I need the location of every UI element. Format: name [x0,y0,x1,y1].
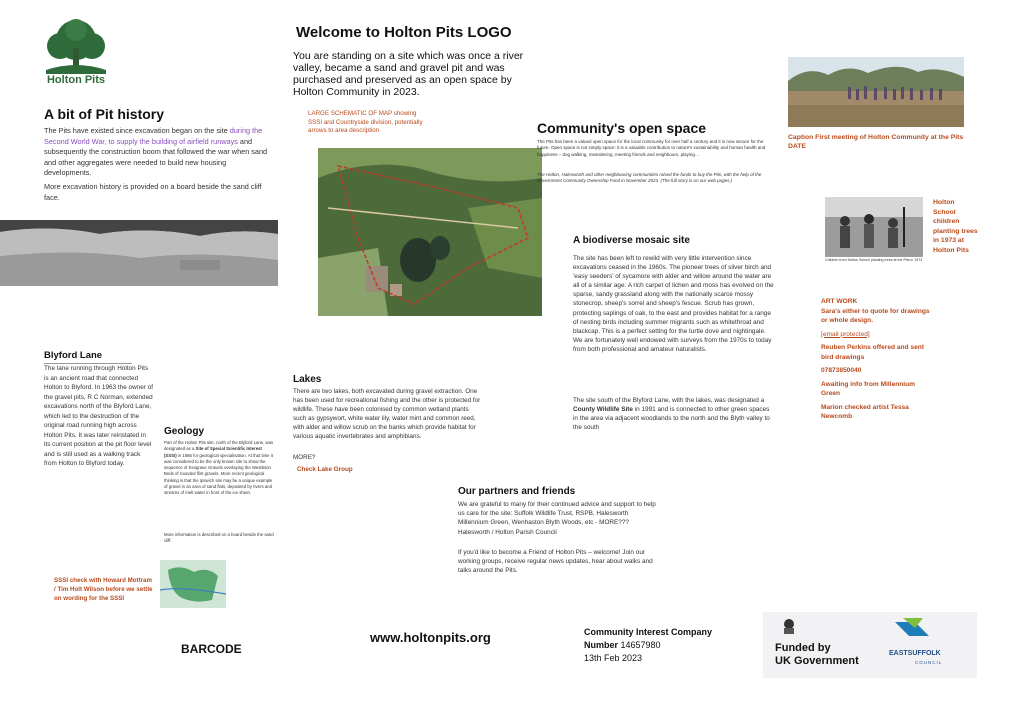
website-link[interactable]: www.holtonpits.org [370,630,491,645]
east-suffolk-logo-icon [895,618,929,644]
blyford-text: The lane running through Holton Pits is an ancient road that connected Holton to Blyford. In 1963 the owner of the gravel pits, R C Norman, extended excavations north of the Blyford Lane, which led to the destruction of the original road running high across Holton Pits. It was later reinstated in its current position at the pit floor level and is still used as a walking track from Holton to Blyford today. [44,365,154,467]
east-suffolk-text: EASTSUFFOLK [889,650,941,657]
art-email-link[interactable]: [email protected] [821,330,870,338]
tree-icon [36,18,116,78]
barcode-placeholder: BARCODE [181,642,242,656]
funded-by-text: Funded by [775,642,831,654]
holton-pits-logo [36,18,116,92]
aerial-map [318,148,542,316]
partners-text: We are grateful to many for their continued advice and support to help us care for the site: Suffolk Wildlife Trust, RSPB, Halesworth Millennium Green, Wenhaston Blyth Woods, etc - MORE??? Halesworth / Holton Parish Council [458,501,656,536]
lakes-more: MORE? [293,454,316,461]
biodiverse-heading: A biodiverse mosaic site [573,235,690,246]
children-planting-photo [825,197,923,257]
intro-text: You are standing on a site which was once a river valley, became a sand and gravel pit and was purchased and preserved as an open space by Holton Community in 2023. [293,50,524,98]
community-text-1: The Pits has been a valued open space for the local community for over half a century and it is now secure for the future. Open space is not simply space: it is a valuable contribution to nature's sustainability and human health and happiness – dog walking, meandering, meeting friends and neighbours, playing… [537,139,766,157]
first-meeting-photo [788,57,964,127]
sssi-map [160,560,226,608]
uk-government-text: UK Government [775,655,859,667]
children-photo-tiny-caption: Children from Holton School planting trees at the Pits in 1973 [825,258,923,262]
lakes-text: There are two lakes, both excavated during gravel extraction. One has been used for recreational fishing and the other is protected for wildlife. These have been colonised by common wetland plants such as gypsywort, white water lily, water mint and common reed, with alder and willow scrub on the banks which provide habitat for various aquatic invertebrates and amphibians. [293,388,481,440]
sand-cliff-photo [0,220,278,286]
partners-heading: Our partners and friends [458,486,576,497]
lakes-check: Check Lake Group [297,466,353,473]
cic-info: Community Interest Company Number 14657980 13th Feb 2023 [584,627,713,663]
page-title: Welcome to Holton Pits LOGO [296,24,512,41]
geology-more-text: More information is described on a board beside the sand cliff. [164,532,274,544]
friends-text: If you'd like to become a Friend of Holton Pits – welcome! Join our working groups, receive regular news updates, hear about walks and talks around the Pits. [458,549,653,575]
history-heading: A bit of Pit history [44,106,165,122]
biodiverse-text: The site has been left to rewild with very little intervention since excavations ceased in the 1960s. The pioneer trees of silver birch and 'easy seeders' of sycamore with alder and willow around the water are all of a similar age. A rich carpet of lichen and moss has evolved on the sparse, sandy grassland along with the nationally scarce mossy stonecrop, sheep's sorrel and sheep's fescue. Scrub has grown, protecting saplings of oak, to the east and provides habitat for a range of nesting birds including summer migrants such as whitethroat and blackcap. This is a perfect setting for the turtle dove and nightingale. We are fortunately well endowed with surveys from the 1970s to today from both professional and amateur naturalists. [573,255,774,353]
map-note: LARGE SCHEMATIC OF MAP showing SSSI and Countryside division, potentially arrows to area description [308,110,423,135]
geology-text: Part of the Holton Pits site, north of the Blyford Lane, was designated as a Site of Special Scientific Interest (SSSI) in 1986 for geological specialisation. At that time it was considered to be the only known site to show the sequence of Kesgrave Gravels overlaying the Westleton Beds of rounded flint gravels. More recent geological thinking is that the Ipswich site may be a unique example of gravel in an area of sand flats, deposited by rivers and streams of melt water in front of the ice sheet. [164,440,274,496]
geology-heading: Geology [164,426,205,437]
council-text: COUNCIL [915,660,943,665]
community-heading: Community's open space [537,120,707,136]
art-work-notes: ART WORK Sara's either to quote for drawings or whole design. [email protected] Reuben Perkins offered and sent bird drawings 07873850040 Awaiting info from Millennium Green Marion checked artist Tessa Newcomb [821,298,930,420]
first-meeting-caption: Caption First meeting of Holton Community at the Pits DATE [788,134,964,150]
sssi-note: SSSI check with Howard Mottram / Tim Holt Wilson before we settle on wording for the SSSI [54,577,153,602]
history-more-text: More excavation history is provided on a board beside the sand cliff face. [44,182,262,202]
history-link-text: during the Second World War, to supply the building of airfield runways [44,126,263,146]
logo-text: Holton Pits [46,74,106,86]
biodiverse-cws-text: The site south of the Blyford Lane, with the lakes, was designated a County Wildlife Site in 1991 and is connected to other green spaces in the area via adjacent woodlands to the north and the Blyth valley to the south [573,397,770,432]
blyford-heading: Blyford Lane [44,350,132,364]
community-text-2: The Holton, Halesworth and other neighbouring communities raised the funds to buy the Pits, with the help of the Government Community Ownership Fund in November 2023. (The full story is on our web pages.) [537,172,762,184]
royal-crest-icon [781,618,797,636]
children-caption: Holton School children planting trees in 1973 at Holton Pits [933,199,978,254]
funders-panel [763,612,977,678]
history-text: The Pits have existed since excavation began on the site during the Second World War, to supply the building of airfield runways and subsequently the construction boom that followed the war when sand and other aggregates were needed to build new housing developments. [44,126,268,178]
lakes-heading: Lakes [293,374,322,385]
